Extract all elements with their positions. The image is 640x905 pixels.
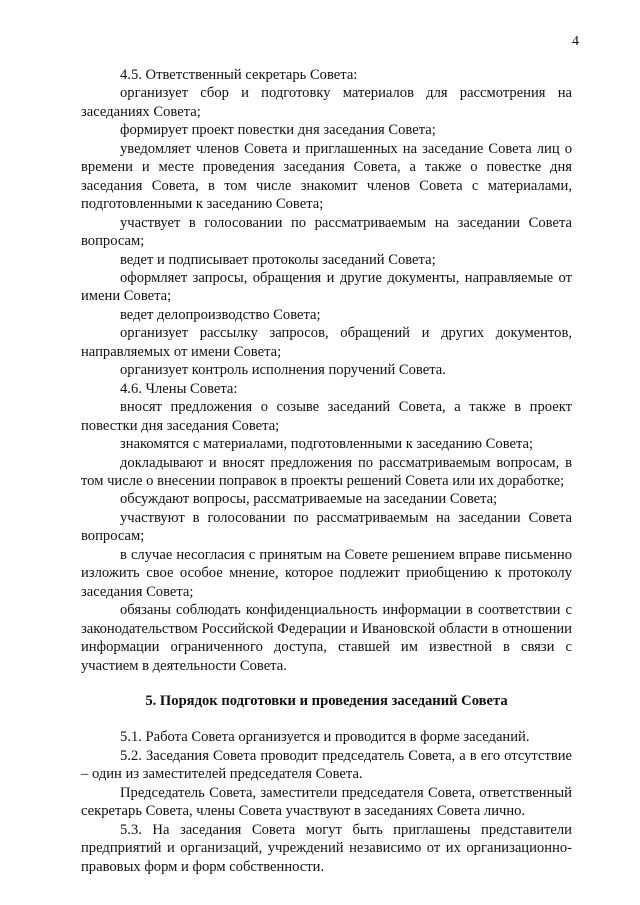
document-body [81, 66, 572, 876]
paragraph: обсуждают вопросы, рассматриваемые на заседании Совета; [120, 491, 498, 508]
paragraph: участвуют в голосовании по рассматриваемым на заседании Совета вопросам; [81, 509, 572, 545]
paragraph: вносят предложения о созыве заседаний Совета, а также в проект повестки дня заседания Совета; [81, 399, 572, 434]
paragraph: 5.1. Работа Совета организуется и проводится в форме заседаний. [120, 729, 530, 746]
paragraph: уведомляет членов Совета и приглашенных на заседание Совета лиц о времени и месте проведения заседания Совета, а также о повестке дня заседания Совета, в том числе знакомит членов Совета с материалами, подготовленными к заседанию Совета; [81, 140, 572, 213]
paragraph: обязаны соблюдать конфиденциальность информации в соответствии с законодательством Российской Федерации и Ивановской области в отношении информации ограниченного доступа, ставшей им известной в связи с участием в деятельности Совета. [81, 602, 572, 674]
paragraph: докладывают и вносят предложения по рассматриваемым вопросам, в том числе о внесении поправок в проекты решений Совета или их доработке; [81, 454, 572, 489]
paragraph: организует сбор и подготовку материалов для рассмотрения на заседаниях Совета; [81, 85, 572, 120]
paragraph: организует контроль исполнения поручений Совета. [120, 362, 446, 379]
paragraph: знакомятся с материалами, подготовленными к заседанию Совета; [120, 436, 534, 453]
paragraph: ведет делопроизводство Совета; [120, 306, 321, 323]
paragraph: 5.2. Заседания Совета проводит председатель Совета, а в его отсутствие – один из заместителей председателя Совета. [81, 747, 572, 783]
paragraph: в случае несогласия с принятым на Совете решением вправе письменно изложить свое особое мнение, которое подлежит приобщению к протоколу заседания Совета; [81, 546, 572, 600]
paragraph-4-5-title: 4.5. Ответственный секретарь Совета: [120, 67, 358, 83]
paragraph: оформляет запросы, обращения и другие документы, направляемые от имени Совета; [81, 269, 572, 305]
paragraph: ведет и подписывает протоколы заседаний Совета; [120, 251, 436, 268]
page-number: 4 [572, 34, 579, 49]
paragraph-4-6-title: 4.6. Члены Совета: [120, 380, 238, 397]
paragraph: организует рассылку запросов, обращений и других документов, направляемых от имени Совета; [81, 325, 572, 360]
section-heading: 5. Порядок подготовки и проведения заседаний Совета [145, 692, 508, 709]
paragraph: формирует проект повестки дня заседания Совета; [120, 122, 436, 139]
paragraph: 5.3. На заседания Совета могут быть приглашены представители предприятий и организаций, учреждений независимо от их организационно-правовых форм и форм собственности. [81, 821, 572, 875]
paragraph: Председатель Совета, заместители председателя Совета, ответственный секретарь Совета, члены Совета участвуют в заседаниях Совета лично. [81, 784, 572, 820]
paragraph: участвует в голосовании по рассматриваемым на заседании Совета вопросам; [81, 214, 572, 250]
